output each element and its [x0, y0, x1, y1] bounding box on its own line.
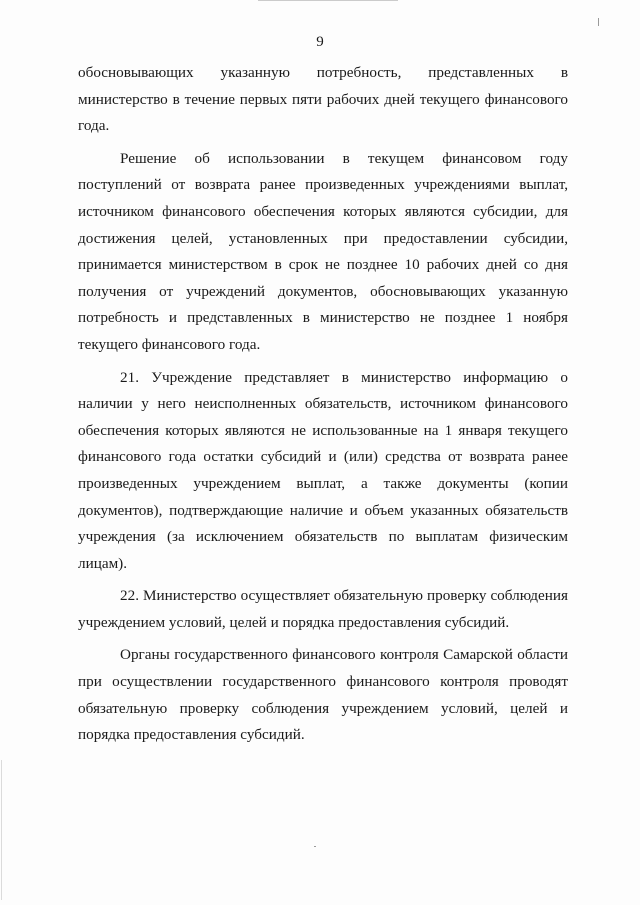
scan-edge-mark-right — [598, 18, 599, 26]
paragraph-21: 21. Учреждение представляет в министерство информацию о наличии у него неисполненных обязательств, источником финансового обеспечения которых являются не использованные на 1 января текущего финансового года остатки субсидий и (или) средства от возврата ранее произведенных учреждением выплат, а также документы (копии документов), подтверждающие наличие и объем указанных обязательств учреждения (за исключением обязательств по выплатам физическим лицам). — [78, 368, 568, 572]
document-body — [78, 60, 568, 749]
page-number: 9 — [316, 34, 324, 50]
paragraph-financial-control: Органы государственного финансового контроля Самарской области при осуществлении государственного финансового контроля проводят обязательную проверку соблюдения учреждением условий, целей и порядка предоставления субсидий. — [78, 646, 568, 744]
scan-edge-mark-top — [258, 0, 398, 1]
scan-edge-mark-left — [1, 760, 2, 900]
scan-speck-bottom — [314, 846, 316, 847]
paragraph-decision-on-use: Решение об использовании в текущем финансовом году поступлений от возврата ранее произведенных учреждениями выплат, источником финансового обеспечения которых являются субсидии, для достижения целей, установленных при предоставлении субсидии, принимается министерством в срок не позднее 10 рабочих дней со дня получения от учреждений документов, обосновывающих указанную потребность и представленных в министерство не позднее 1 ноября текущего финансового года. — [78, 149, 568, 353]
paragraph-continuation: обосновывающих указанную потребность, представленных в министерство в течение первых пяти рабочих дней текущего финансового года. — [78, 64, 568, 135]
paragraph-22: 22. Министерство осуществляет обязательную проверку соблюдения учреждением условий, целей и порядка предоставления субсидий. — [78, 587, 568, 631]
